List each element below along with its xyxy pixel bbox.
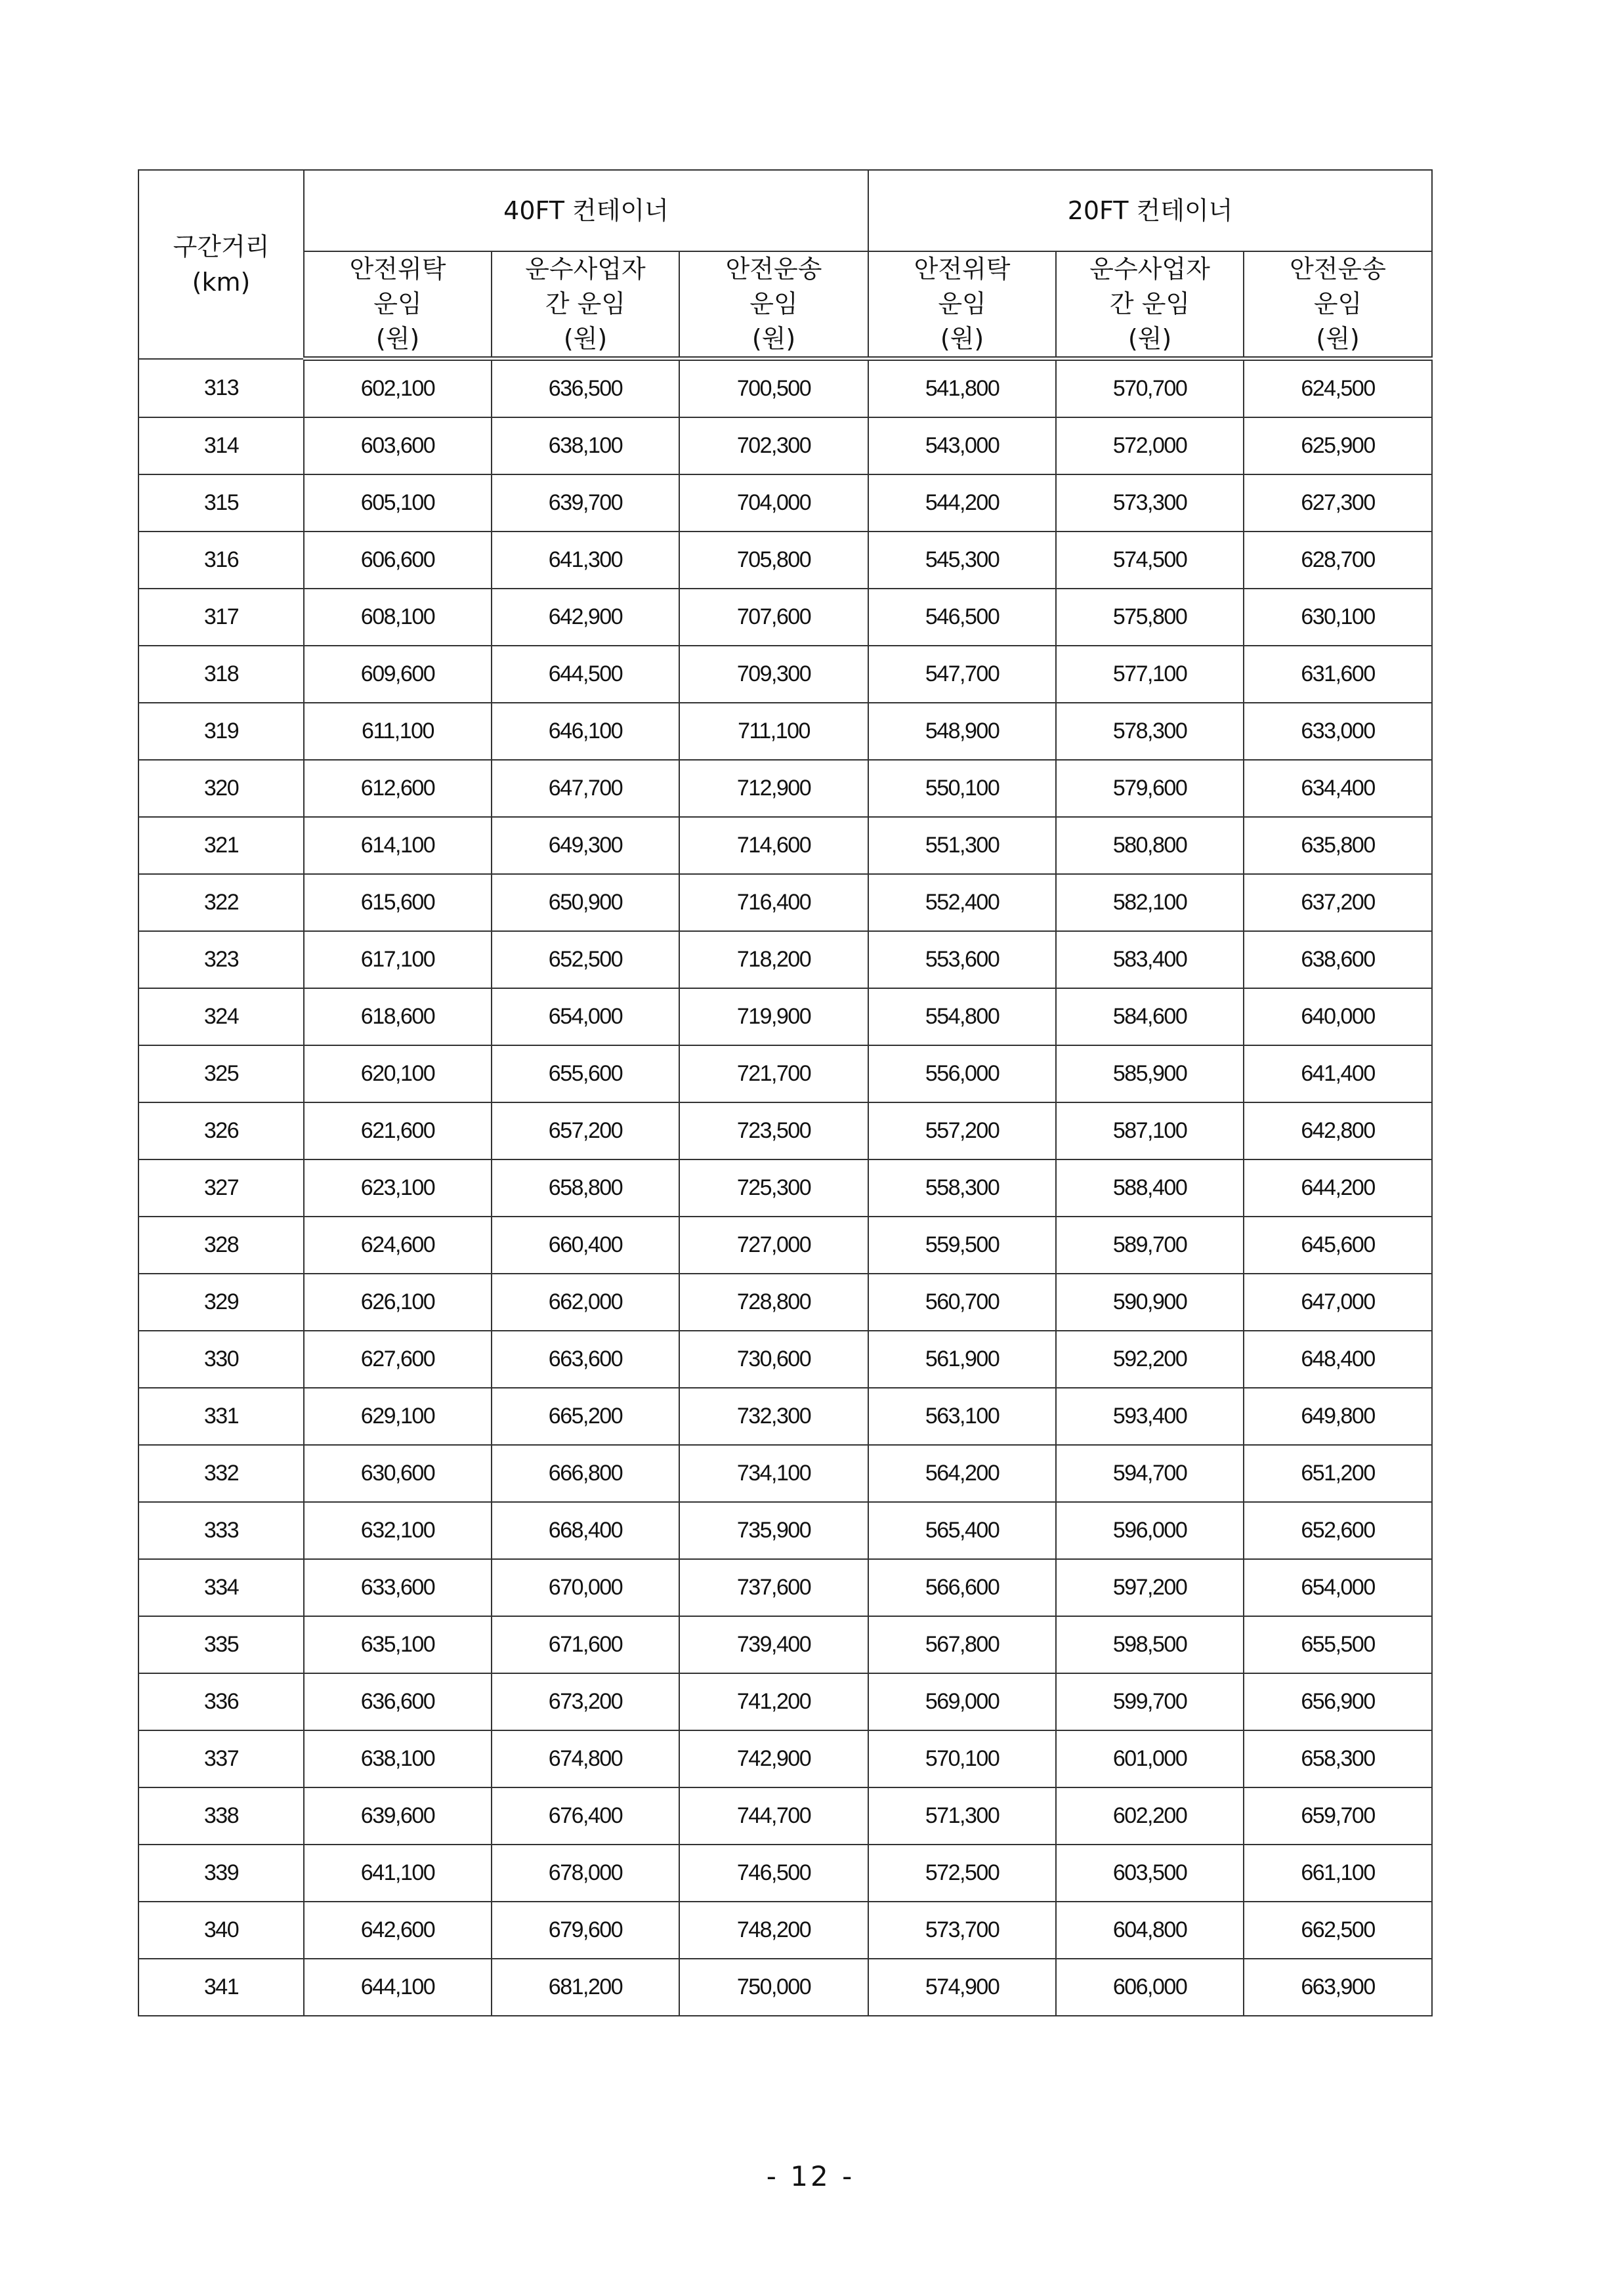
distance-cell: 338 (138, 1787, 304, 1845)
rate-cell: 585,900 (1056, 1045, 1244, 1102)
rate-cell: 541,800 (868, 359, 1056, 418)
distance-cell: 332 (138, 1445, 304, 1502)
rate-cell: 566,600 (868, 1559, 1056, 1616)
rate-cell: 642,600 (304, 1902, 492, 1959)
rate-cell: 544,200 (868, 474, 1056, 532)
table-row (138, 646, 1432, 703)
rate-cell: 553,600 (868, 931, 1056, 988)
rate-cell: 583,400 (1056, 931, 1244, 988)
rate-cell: 663,900 (1244, 1959, 1432, 2016)
table-row (138, 1730, 1432, 1787)
distance-cell: 325 (138, 1045, 304, 1102)
table-header (138, 170, 1432, 359)
distance-cell: 320 (138, 760, 304, 817)
rate-cell: 673,200 (492, 1673, 679, 1730)
column-header-line: 운수사업자 (1089, 255, 1210, 283)
rate-cell: 612,600 (304, 760, 492, 817)
rate-cell: 635,100 (304, 1616, 492, 1673)
rate-cell: 636,500 (492, 359, 679, 418)
rate-cell: 611,100 (304, 703, 492, 760)
rate-cell: 564,200 (868, 1445, 1056, 1502)
table-row (138, 1102, 1432, 1159)
column-header (1244, 251, 1432, 359)
rate-cell: 574,900 (868, 1959, 1056, 2016)
rate-cell: 670,000 (492, 1559, 679, 1616)
column-header-line: 운임 (938, 289, 986, 318)
rate-cell: 638,100 (304, 1730, 492, 1787)
distance-cell: 335 (138, 1616, 304, 1673)
distance-cell: 322 (138, 874, 304, 931)
rate-cell: 579,600 (1056, 760, 1244, 817)
column-header-line: (원) (375, 324, 420, 353)
rate-cell: 592,200 (1056, 1331, 1244, 1388)
rate-cell: 563,100 (868, 1388, 1056, 1445)
distance-cell: 327 (138, 1159, 304, 1217)
rate-cell: 735,900 (679, 1502, 868, 1559)
rate-cell: 629,100 (304, 1388, 492, 1445)
rate-cell: 639,600 (304, 1787, 492, 1845)
rate-cell: 602,200 (1056, 1787, 1244, 1845)
rate-cell: 716,400 (679, 874, 868, 931)
rate-cell: 637,200 (1244, 874, 1432, 931)
column-header-line: 간 운임 (545, 289, 626, 318)
rate-cell: 668,400 (492, 1502, 679, 1559)
rate-cell: 641,100 (304, 1845, 492, 1902)
rate-cell: 644,100 (304, 1959, 492, 2016)
rate-cell: 565,400 (868, 1502, 1056, 1559)
rate-cell: 654,000 (1244, 1559, 1432, 1616)
distance-cell: 328 (138, 1217, 304, 1274)
distance-cell: 314 (138, 417, 304, 474)
rate-cell: 652,500 (492, 931, 679, 988)
rate-cell: 628,700 (1244, 532, 1432, 589)
rate-cell: 649,800 (1244, 1388, 1432, 1445)
rate-cell: 646,100 (492, 703, 679, 760)
rate-cell: 700,500 (679, 359, 868, 418)
rate-cell: 573,700 (868, 1902, 1056, 1959)
rate-cell: 596,000 (1056, 1502, 1244, 1559)
rate-cell: 702,300 (679, 417, 868, 474)
rate-cell: 666,800 (492, 1445, 679, 1502)
table-row (138, 760, 1432, 817)
distance-header (138, 170, 304, 359)
rate-cell: 665,200 (492, 1388, 679, 1445)
table-row (138, 1445, 1432, 1502)
distance-cell: 324 (138, 988, 304, 1045)
rate-cell: 578,300 (1056, 703, 1244, 760)
distance-cell: 333 (138, 1502, 304, 1559)
column-header (1056, 251, 1244, 359)
rate-cell: 641,300 (492, 532, 679, 589)
rate-cell: 641,400 (1244, 1045, 1432, 1102)
rate-cell: 558,300 (868, 1159, 1056, 1217)
rate-cell: 704,000 (679, 474, 868, 532)
distance-header-unit: (km) (192, 267, 251, 297)
rate-cell: 744,700 (679, 1787, 868, 1845)
column-header (679, 251, 868, 359)
rate-cell: 650,900 (492, 874, 679, 931)
rate-cell: 739,400 (679, 1616, 868, 1673)
rate-cell: 655,500 (1244, 1616, 1432, 1673)
distance-cell: 330 (138, 1331, 304, 1388)
rate-cell: 608,100 (304, 589, 492, 646)
column-header (868, 251, 1056, 359)
rate-cell: 546,500 (868, 589, 1056, 646)
rate-cell: 709,300 (679, 646, 868, 703)
table-row (138, 817, 1432, 874)
column-header-line: 간 운임 (1109, 289, 1190, 318)
table-row (138, 1388, 1432, 1445)
rate-cell: 559,500 (868, 1217, 1056, 1274)
rate-cell: 707,600 (679, 589, 868, 646)
rate-cell: 570,700 (1056, 359, 1244, 418)
distance-cell: 339 (138, 1845, 304, 1902)
distance-header-label: 구간거리 (173, 232, 270, 261)
rate-cell: 598,500 (1056, 1616, 1244, 1673)
rate-cell: 640,000 (1244, 988, 1432, 1045)
rate-cell: 718,200 (679, 931, 868, 988)
rate-cell: 599,700 (1056, 1673, 1244, 1730)
distance-cell: 315 (138, 474, 304, 532)
rate-cell: 712,900 (679, 760, 868, 817)
distance-cell: 341 (138, 1959, 304, 2016)
rate-cell: 597,200 (1056, 1559, 1244, 1616)
rate-cell: 655,600 (492, 1045, 679, 1102)
table-row (138, 1616, 1432, 1673)
rate-cell: 671,600 (492, 1616, 679, 1673)
rate-cell: 632,100 (304, 1502, 492, 1559)
column-header-line: 안전운송 (725, 255, 822, 283)
rate-cell: 621,600 (304, 1102, 492, 1159)
column-header-line: (원) (751, 324, 796, 353)
rate-cell: 633,000 (1244, 703, 1432, 760)
rate-cell: 638,600 (1244, 931, 1432, 988)
table-row (138, 1331, 1432, 1388)
rate-cell: 644,200 (1244, 1159, 1432, 1217)
rate-cell: 627,600 (304, 1331, 492, 1388)
rate-cell: 567,800 (868, 1616, 1056, 1673)
distance-cell: 336 (138, 1673, 304, 1730)
table-body (138, 359, 1432, 2016)
rate-cell: 711,100 (679, 703, 868, 760)
rate-cell: 584,600 (1056, 988, 1244, 1045)
distance-cell: 321 (138, 817, 304, 874)
rate-cell: 647,000 (1244, 1274, 1432, 1331)
rate-cell: 624,500 (1244, 359, 1432, 418)
rate-cell: 603,600 (304, 417, 492, 474)
rate-cell: 557,200 (868, 1102, 1056, 1159)
rate-cell: 606,600 (304, 532, 492, 589)
rate-cell: 571,300 (868, 1787, 1056, 1845)
rate-cell: 647,700 (492, 760, 679, 817)
column-header (304, 251, 492, 359)
rate-cell: 545,300 (868, 532, 1056, 589)
rate-cell: 620,100 (304, 1045, 492, 1102)
table-row (138, 1217, 1432, 1274)
distance-cell: 319 (138, 703, 304, 760)
rate-cell: 639,700 (492, 474, 679, 532)
column-header-line: 운임 (373, 289, 422, 318)
rate-cell: 590,900 (1056, 1274, 1244, 1331)
rate-cell: 723,500 (679, 1102, 868, 1159)
rate-cell: 719,900 (679, 988, 868, 1045)
rate-cell: 618,600 (304, 988, 492, 1045)
distance-cell: 326 (138, 1102, 304, 1159)
rate-cell: 659,700 (1244, 1787, 1432, 1845)
rate-cell: 589,700 (1056, 1217, 1244, 1274)
rate-cell: 552,400 (868, 874, 1056, 931)
rate-cell: 730,600 (679, 1331, 868, 1388)
rate-cell: 587,100 (1056, 1102, 1244, 1159)
rate-cell: 652,600 (1244, 1502, 1432, 1559)
rate-cell: 681,200 (492, 1959, 679, 2016)
rate-cell: 582,100 (1056, 874, 1244, 931)
rate-cell: 642,800 (1244, 1102, 1432, 1159)
group-header-20ft: 20FT 컨테이너 (868, 170, 1432, 251)
rate-cell: 651,200 (1244, 1445, 1432, 1502)
rate-cell: 636,600 (304, 1673, 492, 1730)
table-row (138, 1673, 1432, 1730)
rate-cell: 648,400 (1244, 1331, 1432, 1388)
rate-cell: 554,800 (868, 988, 1056, 1045)
rate-cell: 678,000 (492, 1845, 679, 1902)
rate-cell: 721,700 (679, 1045, 868, 1102)
rate-cell: 662,000 (492, 1274, 679, 1331)
table-row (138, 474, 1432, 532)
rate-cell: 661,100 (1244, 1845, 1432, 1902)
group-header-40ft: 40FT 컨테이너 (304, 170, 868, 251)
column-header-line: 운수사업자 (525, 255, 646, 283)
distance-cell: 313 (138, 359, 304, 418)
rate-cell: 577,100 (1056, 646, 1244, 703)
distance-cell: 318 (138, 646, 304, 703)
rate-cell: 634,400 (1244, 760, 1432, 817)
rate-cell: 679,600 (492, 1902, 679, 1959)
table-row (138, 1787, 1432, 1845)
rate-cell: 551,300 (868, 817, 1056, 874)
rate-cell: 732,300 (679, 1388, 868, 1445)
freight-rate-table (138, 169, 1433, 2016)
header-group-row (138, 170, 1432, 251)
table-row (138, 1559, 1432, 1616)
rate-cell: 734,100 (679, 1445, 868, 1502)
table-row (138, 1159, 1432, 1217)
rate-cell: 630,100 (1244, 589, 1432, 646)
rate-cell: 580,800 (1056, 817, 1244, 874)
column-header-line: 안전위탁 (914, 255, 1011, 283)
rate-cell: 572,000 (1056, 417, 1244, 474)
rate-cell: 741,200 (679, 1673, 868, 1730)
rate-cell: 572,500 (868, 1845, 1056, 1902)
table-row (138, 1959, 1432, 2016)
rate-cell: 623,100 (304, 1159, 492, 1217)
column-header-line: (원) (1316, 324, 1360, 353)
rate-cell: 560,700 (868, 1274, 1056, 1331)
column-header-line: 안전운송 (1290, 255, 1386, 283)
rate-cell: 626,100 (304, 1274, 492, 1331)
column-header-line: (원) (1127, 324, 1172, 353)
rate-cell: 658,800 (492, 1159, 679, 1217)
rate-cell: 654,000 (492, 988, 679, 1045)
rate-cell: 573,300 (1056, 474, 1244, 532)
header-subheader-row (138, 251, 1432, 359)
rate-cell: 674,800 (492, 1730, 679, 1787)
rate-cell: 624,600 (304, 1217, 492, 1274)
distance-cell: 331 (138, 1388, 304, 1445)
rate-cell: 604,800 (1056, 1902, 1244, 1959)
table-row (138, 359, 1432, 418)
rate-cell: 658,300 (1244, 1730, 1432, 1787)
table-row (138, 532, 1432, 589)
rate-cell: 728,800 (679, 1274, 868, 1331)
rate-cell: 569,000 (868, 1673, 1056, 1730)
rate-cell: 663,600 (492, 1331, 679, 1388)
rate-cell: 638,100 (492, 417, 679, 474)
rate-cell: 614,100 (304, 817, 492, 874)
table-row (138, 1845, 1432, 1902)
distance-cell: 317 (138, 589, 304, 646)
rate-cell: 617,100 (304, 931, 492, 988)
rate-cell: 574,500 (1056, 532, 1244, 589)
rate-cell: 748,200 (679, 1902, 868, 1959)
rate-cell: 631,600 (1244, 646, 1432, 703)
table-row (138, 703, 1432, 760)
distance-cell: 334 (138, 1559, 304, 1616)
table-row (138, 931, 1432, 988)
rate-cell: 645,600 (1244, 1217, 1432, 1274)
distance-cell: 329 (138, 1274, 304, 1331)
table-row (138, 589, 1432, 646)
rate-cell: 625,900 (1244, 417, 1432, 474)
rate-cell: 606,000 (1056, 1959, 1244, 2016)
rate-cell: 605,100 (304, 474, 492, 532)
table-row (138, 1902, 1432, 1959)
column-header-line: (원) (940, 324, 984, 353)
column-header-line: 운임 (1313, 289, 1362, 318)
distance-cell: 323 (138, 931, 304, 988)
table-row (138, 874, 1432, 931)
rate-cell: 750,000 (679, 1959, 868, 2016)
rate-cell: 575,800 (1056, 589, 1244, 646)
rate-cell: 556,000 (868, 1045, 1056, 1102)
rate-cell: 725,300 (679, 1159, 868, 1217)
rate-cell: 593,400 (1056, 1388, 1244, 1445)
rate-cell: 662,500 (1244, 1902, 1432, 1959)
rate-cell: 594,700 (1056, 1445, 1244, 1502)
rate-cell: 543,000 (868, 417, 1056, 474)
rate-cell: 633,600 (304, 1559, 492, 1616)
rate-cell: 548,900 (868, 703, 1056, 760)
rate-cell: 547,700 (868, 646, 1056, 703)
table-row (138, 1274, 1432, 1331)
rate-cell: 561,900 (868, 1331, 1056, 1388)
rate-cell: 714,600 (679, 817, 868, 874)
rate-cell: 602,100 (304, 359, 492, 418)
rate-cell: 656,900 (1244, 1673, 1432, 1730)
distance-cell: 316 (138, 532, 304, 589)
rate-cell: 615,600 (304, 874, 492, 931)
rate-cell: 657,200 (492, 1102, 679, 1159)
table-row (138, 417, 1432, 474)
rate-cell: 550,100 (868, 760, 1056, 817)
rate-cell: 570,100 (868, 1730, 1056, 1787)
table-row (138, 988, 1432, 1045)
table-row (138, 1502, 1432, 1559)
table-row (138, 1045, 1432, 1102)
rate-cell: 603,500 (1056, 1845, 1244, 1902)
rate-cell: 627,300 (1244, 474, 1432, 532)
rate-cell: 737,600 (679, 1559, 868, 1616)
rate-cell: 630,600 (304, 1445, 492, 1502)
rate-cell: 588,400 (1056, 1159, 1244, 1217)
rate-cell: 705,800 (679, 532, 868, 589)
page-number: - 12 - (766, 2160, 855, 2192)
distance-cell: 340 (138, 1902, 304, 1959)
rate-cell: 746,500 (679, 1845, 868, 1902)
column-header-line: 안전위탁 (349, 255, 446, 283)
column-header (492, 251, 679, 359)
rate-cell: 676,400 (492, 1787, 679, 1845)
rate-cell: 635,800 (1244, 817, 1432, 874)
rate-cell: 742,900 (679, 1730, 868, 1787)
rate-cell: 649,300 (492, 817, 679, 874)
rate-cell: 642,900 (492, 589, 679, 646)
rate-cell: 644,500 (492, 646, 679, 703)
column-header-line: 운임 (749, 289, 798, 318)
column-header-line: (원) (563, 324, 608, 353)
rate-cell: 609,600 (304, 646, 492, 703)
rate-cell: 660,400 (492, 1217, 679, 1274)
rate-cell: 727,000 (679, 1217, 868, 1274)
rate-cell: 601,000 (1056, 1730, 1244, 1787)
distance-cell: 337 (138, 1730, 304, 1787)
